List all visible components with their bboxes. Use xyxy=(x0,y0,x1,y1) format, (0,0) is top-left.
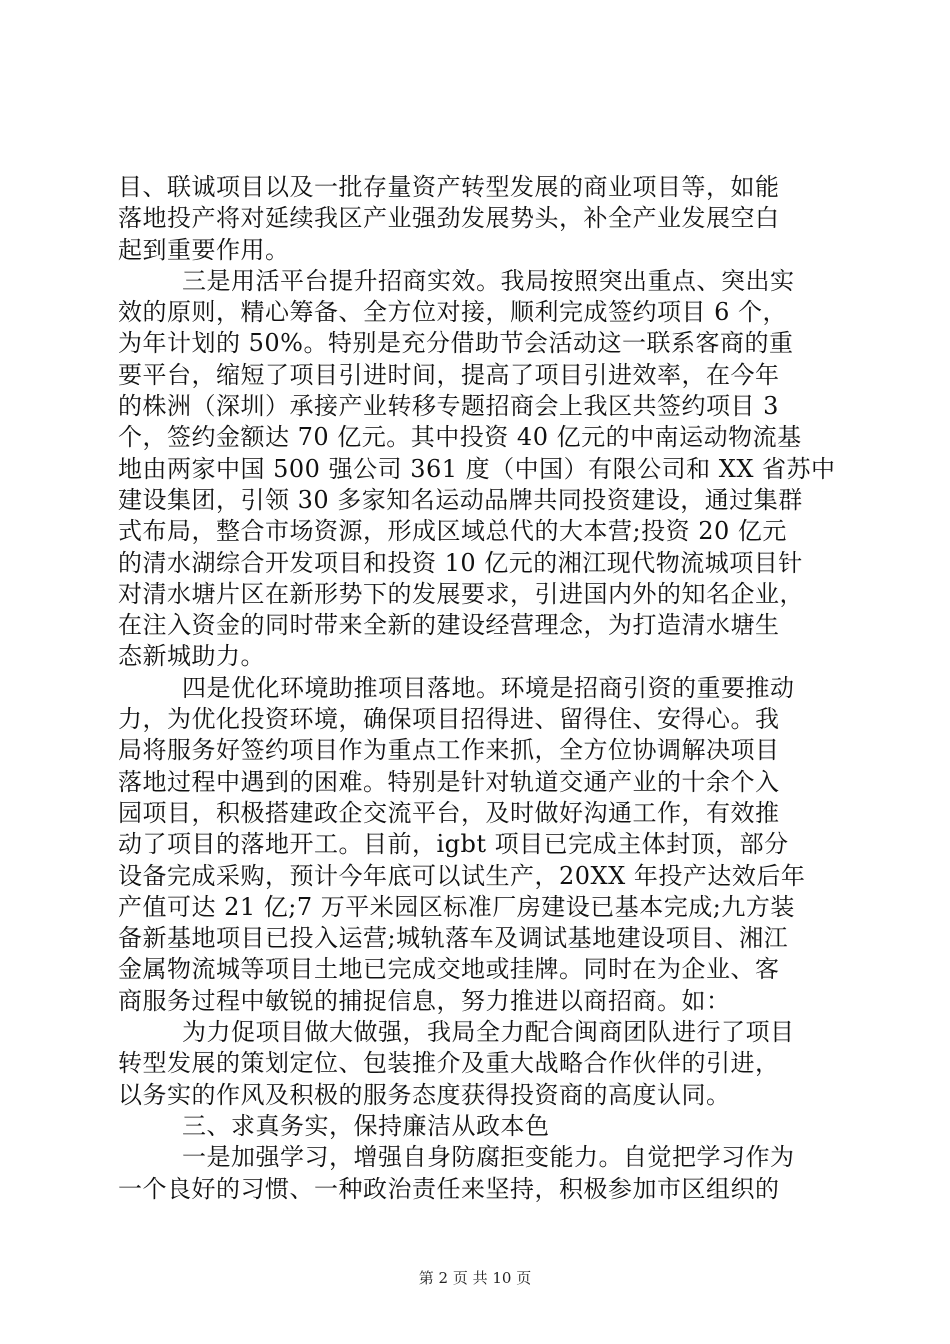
text-line: 建设集团，引领 30 多家知名运动品牌共同投资建设，通过集群 xyxy=(118,485,803,514)
text-line: 为力促项目做大做强，我局全力配合闽商团队进行了项目 xyxy=(182,1018,795,1047)
text-line: 备新基地项目已投入运营;城轨落车及调试基地建设项目、湘江 xyxy=(118,924,789,953)
text-line: 转型发展的策划定位、包装推介及重大战略合作伙伴的引进， xyxy=(118,1049,780,1078)
text-line: 四是优化环境助推项目落地。环境是招商引资的重要推动 xyxy=(182,673,795,702)
text-line: 个，签约金额达 70 亿元。其中投资 40 亿元的中南运动物流基 xyxy=(118,423,802,452)
text-line: 对清水塘片区在新形势下的发展要求，引进国内外的知名企业， xyxy=(118,579,804,608)
text-line: 目、联诚项目以及一批存量资产转型发展的商业项目等，如能 xyxy=(118,173,780,201)
text-line: 以务实的作风及积极的服务态度获得投资商的高度认同。 xyxy=(118,1080,731,1109)
text-line: 态新城助力。 xyxy=(118,642,265,671)
text-line: 局将服务好签约项目作为重点工作来抓，全方位协调解决项目 xyxy=(118,736,780,765)
text-line: 三、求真务实，保持廉洁从政本色 xyxy=(182,1111,550,1140)
text-line: 产值可达 21 亿;7 万平米园区标准厂房建设已基本完成;九方装 xyxy=(118,892,795,921)
page-footer: 第 2 页 共 10 页 xyxy=(418,1269,532,1287)
text-line: 在注入资金的同时带来全新的建设经营理念，为打造清水塘生 xyxy=(118,611,780,640)
text-line: 效的原则，精心筹备、全方位对接，顺利完成签约项目 6 个， xyxy=(118,298,788,327)
text-line: 设备完成采购，预计今年底可以试生产，20XX 年投产达效后年 xyxy=(118,861,806,890)
text-line: 起到重要作用。 xyxy=(118,235,290,264)
text-line: 金属物流城等项目土地已完成交地或挂牌。同时在为企业、客 xyxy=(118,955,780,984)
text-line: 商服务过程中敏锐的捕捉信息，努力推进以商招商。如： xyxy=(118,986,731,1015)
text-line: 动了项目的落地开工。目前，igbt 项目已完成主体封顶，部分 xyxy=(118,830,789,859)
text-line: 一是加强学习，增强自身防腐拒变能力。自觉把学习作为 xyxy=(182,1143,795,1172)
document-body xyxy=(118,172,840,1205)
text-line: 落地投产将对延续我区产业强劲发展势头，补全产业发展空白 xyxy=(118,204,780,233)
text-line: 园项目，积极搭建政企交流平台，及时做好沟通工作，有效推 xyxy=(118,798,780,827)
text-line: 一个良好的习惯、一种政治责任来坚持，积极参加市区组织的 xyxy=(118,1174,780,1203)
text-line: 式布局，整合市场资源，形成区域总代的大本营;投资 20 亿元 xyxy=(118,517,787,546)
text-line: 力，为优化投资环境，确保项目招得进、留得住、安得心。我 xyxy=(118,705,780,734)
text-line: 要平台，缩短了项目引进时间，提高了项目引进效率，在今年 xyxy=(118,360,780,389)
text-line: 的清水湖综合开发项目和投资 10 亿元的湘江现代物流城项目针 xyxy=(118,548,803,577)
text-line: 的株洲（深圳）承接产业转移专题招商会上我区共签约项目 3 xyxy=(118,392,779,421)
text-line: 为年计划的 50%。特别是充分借助节会活动这一联系客商的重 xyxy=(118,329,794,358)
text-line: 落地过程中遇到的困难。特别是针对轨道交通产业的十余个入 xyxy=(118,767,780,796)
text-line: 三是用活平台提升招商实效。我局按照突出重点、突出实 xyxy=(182,266,795,295)
text-line: 地由两家中国 500 强公司 361 度（中国）有限公司和 XX 省苏中 xyxy=(118,454,836,483)
